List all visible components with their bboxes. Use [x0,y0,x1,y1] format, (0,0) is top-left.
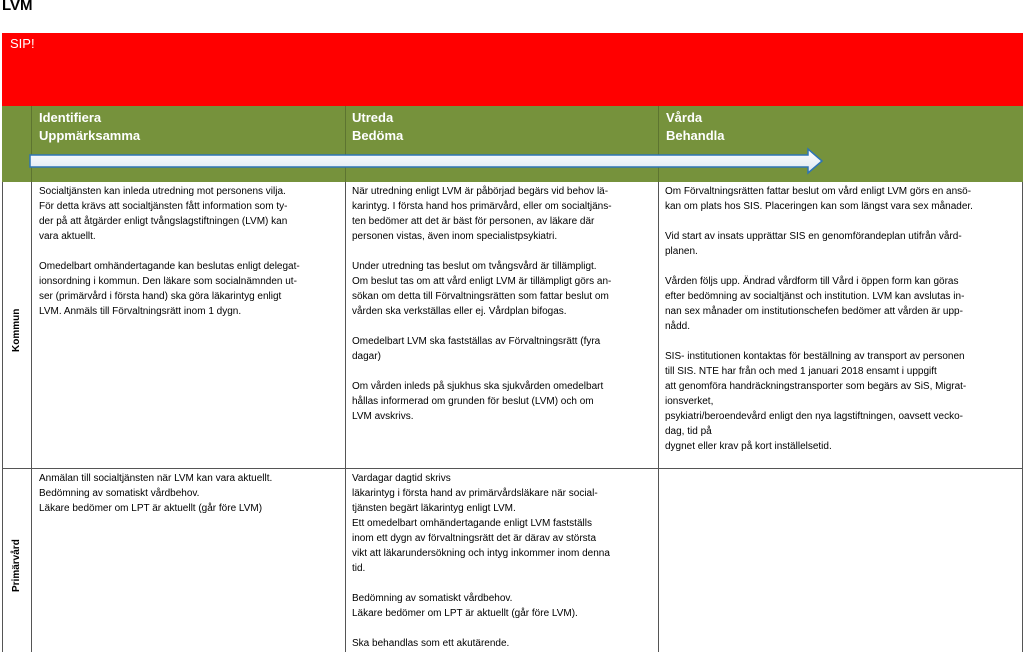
cell-paragraph: När utredning enligt LVM är påbörjad begärs vid behov lä- karintyg. I första hand hos primärvård, eller om socialtjäns- ten bedömer att det är bäst för personen, av läkare där personen vistas, även inom specialistpsykiatri. [352,186,612,242]
cell-primarvard-utreda [352,471,652,651]
cell-paragraph: Om Förvaltningsrätten fattar beslut om vård enligt LVM görs en ansö- kan om plats hos SIS. Placeringen kan som längst vara sex månader. [665,186,973,212]
phase-title: Utreda [352,110,394,125]
phase-utreda [352,109,403,145]
sip-banner [2,33,1023,106]
cell-paragraph: Vid start av insats upprättar SIS en genomförandeplan utifrån vård- planen. [665,231,962,257]
row-label-kommun: Kommun [11,308,22,352]
cell-paragraph: Omedelbart LVM ska fastställas av Förvaltningsrätt (fyra dagar) [352,336,601,362]
phase-title: Identifiera [39,110,102,125]
cell-paragraph: Socialtjänsten kan inleda utredning mot personens vilja. För detta krävs att socialtjänsten fått information som ty- der på att åtgärder enligt tvångslagstiftningen (LVM) kan vara aktuellt. [39,186,288,242]
process-arrow-icon [28,146,828,176]
cell-kommun-identifiera [39,184,339,319]
cell-primarvard-identifiera [39,471,339,516]
cell-paragraph: Omedelbart omhändertagande kan beslutas enligt delegat- ionsordning i kommun. Den läkare som socialnämnden ut- ser (primärvård i första hand) ska göra läkarintyg enligt LVM. Anmäls till Förvaltningsrätt inom 1 dygn. [39,261,300,317]
cell-paragraph: Vården följs upp. Ändrad vårdform till Vård i öppen form kan göras efter bedömning av socialtjänst och institution. LVM kan avslutas in- nan sex månader om institutionschefen bedömer att vården är upp- nådd. [665,276,965,332]
phase-varda [666,109,725,145]
phase-subtitle: Bedöma [352,128,404,143]
row-label-primarvard: Primärvård [11,539,22,592]
cell-kommun-utreda [352,184,652,424]
phase-identifiera [39,109,140,145]
phase-subtitle: Behandla [666,128,725,143]
phase-subtitle: Uppmärksamma [39,128,141,143]
cell-kommun-varda [665,184,1019,454]
page-title: LVM [2,0,33,14]
grid-line [31,182,32,652]
cell-paragraph: Anmälan till socialtjänsten när LVM kan vara aktuellt. Bedömning av somatiskt vårdbehov. Läkare bedömer om LPT är aktuellt (går före LVM) [39,473,273,514]
grid-line [2,468,1023,469]
cell-paragraph: Bedömning av somatiskt vårdbehov. Läkare bedömer om LPT är aktuellt (går före LVM). [352,593,578,619]
grid-line [658,182,659,652]
phase-title: Vårda [666,110,703,125]
cell-paragraph: Om vården inleds på sjukhus ska sjukvården omedelbart hållas informerad om grunden för beslut (LVM) och om LVM avskrivs. [352,381,604,422]
cell-paragraph: SIS- institutionen kontaktas för beställning av transport av personen till SIS. NTE har från och med 1 januari 2018 ensamt i uppgift att genomföra handräckningstransporter som begärs av SiS, Migrat- ionsverket, psykiatri/beroendevård enligt den nya lagstiftningen, oavsett vecko- dag, tid på dygnet eller krav på kort inställelsetid. [665,351,967,452]
grid-line [345,182,346,652]
cell-paragraph: Vardagar dagtid skrivs läkarintyg i första hand av primärvårdsläkare när social- tjänsten begärt läkarintyg enligt LVM. Ett omedelbart omhändertagande enligt LVM fastställs inom ett dygn av förvaltningsrätt det är därav av största vikt att läkarundersökning och intyg inkommer inom denna tid. [352,473,610,574]
cell-paragraph: Under utredning tas beslut om tvångsvård är tillämpligt. Om beslut tas om att vård enligt LVM är tillämpligt görs an- sökan om detta till Förvaltningsrätten som fattar beslut om vården ska verkställas eller ej. Vårdplan bifogas. [352,261,612,317]
lvm-table [2,182,1023,652]
cell-paragraph: Ska behandlas som ett akutärende. [352,638,510,649]
sip-label: SIP! [10,36,35,51]
grid-line [2,182,3,652]
